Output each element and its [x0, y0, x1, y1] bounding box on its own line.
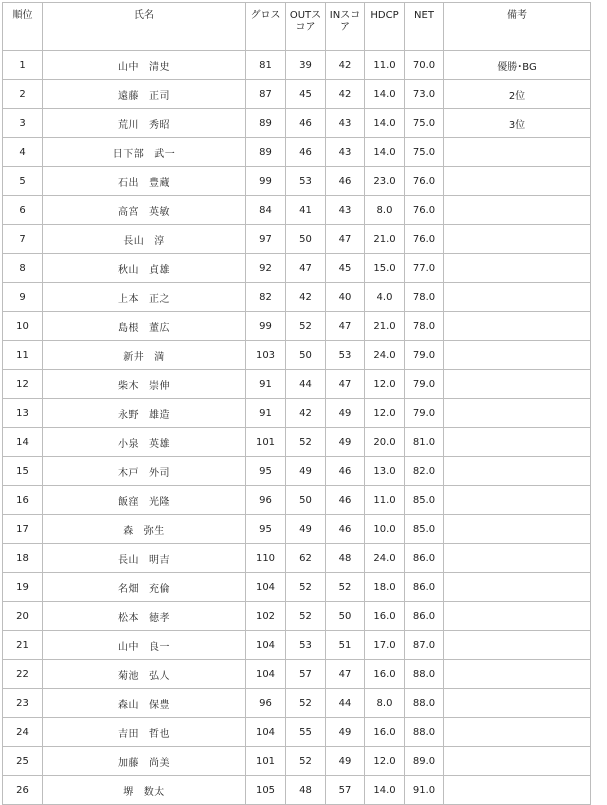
name-cell — [43, 312, 246, 341]
rank-cell: 26 — [3, 776, 43, 805]
hdcp-cell: 12.0 — [365, 747, 405, 776]
name-cell — [43, 51, 246, 80]
header-gross: グロス — [246, 3, 286, 51]
gross-cell: 104 — [246, 573, 286, 602]
net-cell: 86.0 — [405, 544, 444, 573]
out-score-cell: 42 — [286, 399, 326, 428]
net-cell: 87.0 — [405, 631, 444, 660]
first-name: 武一 — [154, 148, 176, 160]
last-name: 日下部 — [112, 148, 145, 160]
in-score-cell: 50 — [326, 602, 365, 631]
rank-cell: 5 — [3, 167, 43, 196]
hdcp-cell: 14.0 — [365, 776, 405, 805]
net-cell: 76.0 — [405, 225, 444, 254]
rank-cell: 21 — [3, 631, 43, 660]
name-cell — [43, 486, 246, 515]
last-name: 吉田 — [118, 728, 139, 740]
first-name: 保豊 — [149, 699, 170, 711]
last-name: 名畑 — [118, 583, 139, 595]
rank-cell: 24 — [3, 718, 43, 747]
net-cell: 86.0 — [405, 573, 444, 602]
gross-cell: 104 — [246, 631, 286, 660]
last-name: 新井 — [123, 351, 145, 363]
table-row — [3, 718, 591, 747]
note-cell — [444, 544, 591, 573]
first-name: 崇伸 — [149, 380, 170, 392]
note-cell — [444, 312, 591, 341]
hdcp-cell: 16.0 — [365, 660, 405, 689]
note-cell — [444, 573, 591, 602]
note-cell — [444, 631, 591, 660]
net-cell: 79.0 — [405, 370, 444, 399]
note-cell — [444, 689, 591, 718]
table-row — [3, 109, 591, 138]
hdcp-cell: 18.0 — [365, 573, 405, 602]
note-cell — [444, 602, 591, 631]
gross-cell: 84 — [246, 196, 286, 225]
net-cell: 79.0 — [405, 399, 444, 428]
net-cell: 79.0 — [405, 341, 444, 370]
in-score-cell: 43 — [326, 109, 365, 138]
in-score-cell: 43 — [326, 138, 365, 167]
note-cell — [444, 515, 591, 544]
hdcp-cell: 24.0 — [365, 341, 405, 370]
rank-cell: 25 — [3, 747, 43, 776]
last-name: 高宮 — [118, 206, 139, 218]
first-name: 数太 — [143, 786, 165, 798]
name-cell — [43, 399, 246, 428]
note-cell — [444, 196, 591, 225]
header-out-score: OUTスコア — [286, 3, 326, 51]
name-cell — [43, 370, 246, 399]
hdcp-cell: 23.0 — [365, 167, 405, 196]
last-name: 長山 — [123, 235, 145, 247]
last-name: 菊池 — [118, 670, 139, 682]
first-name: 弘人 — [149, 670, 170, 682]
table-row — [3, 631, 591, 660]
gross-cell: 101 — [246, 428, 286, 457]
last-name: 山中 — [118, 61, 139, 73]
last-name: 山中 — [118, 641, 139, 653]
gross-cell: 87 — [246, 80, 286, 109]
in-score-cell: 46 — [326, 486, 365, 515]
table-row — [3, 167, 591, 196]
name-cell — [43, 747, 246, 776]
rank-cell: 1 — [3, 51, 43, 80]
first-name: 正司 — [149, 90, 170, 102]
hdcp-cell: 20.0 — [365, 428, 405, 457]
last-name: 石出 — [118, 177, 139, 189]
table-row — [3, 747, 591, 776]
net-cell: 75.0 — [405, 138, 444, 167]
rank-cell: 22 — [3, 660, 43, 689]
hdcp-cell: 8.0 — [365, 196, 405, 225]
name-cell — [43, 689, 246, 718]
out-score-cell: 57 — [286, 660, 326, 689]
net-cell: 81.0 — [405, 428, 444, 457]
gross-cell: 81 — [246, 51, 286, 80]
first-name: 充倫 — [149, 583, 170, 595]
out-score-cell: 46 — [286, 138, 326, 167]
out-score-cell: 52 — [286, 428, 326, 457]
table-row — [3, 138, 591, 167]
table-row — [3, 776, 591, 805]
name-cell — [43, 167, 246, 196]
rank-cell: 17 — [3, 515, 43, 544]
name-cell — [43, 109, 246, 138]
out-score-cell: 49 — [286, 515, 326, 544]
rank-cell: 7 — [3, 225, 43, 254]
first-name: 英敏 — [149, 206, 170, 218]
gross-cell: 82 — [246, 283, 286, 312]
rank-cell: 15 — [3, 457, 43, 486]
results-table — [2, 2, 591, 805]
last-name: 柴木 — [118, 380, 139, 392]
hdcp-cell: 16.0 — [365, 718, 405, 747]
first-name: 董広 — [149, 322, 170, 334]
name-cell — [43, 515, 246, 544]
net-cell: 89.0 — [405, 747, 444, 776]
table-row — [3, 370, 591, 399]
last-name: 森 — [123, 525, 134, 537]
out-score-cell: 45 — [286, 80, 326, 109]
gross-cell: 92 — [246, 254, 286, 283]
first-name: 淳 — [154, 235, 165, 247]
hdcp-cell: 12.0 — [365, 399, 405, 428]
note-cell — [444, 457, 591, 486]
net-cell: 88.0 — [405, 689, 444, 718]
table-row — [3, 399, 591, 428]
last-name: 加藤 — [118, 757, 139, 769]
rank-cell: 13 — [3, 399, 43, 428]
name-cell — [43, 341, 246, 370]
last-name: 秋山 — [118, 264, 139, 276]
net-cell: 70.0 — [405, 51, 444, 80]
note-cell — [444, 428, 591, 457]
last-name: 森山 — [118, 699, 139, 711]
in-score-cell: 45 — [326, 254, 365, 283]
table-row — [3, 51, 591, 80]
header-net: NET — [405, 3, 444, 51]
in-score-cell: 46 — [326, 515, 365, 544]
in-score-cell: 49 — [326, 399, 365, 428]
hdcp-cell: 24.0 — [365, 544, 405, 573]
net-cell: 88.0 — [405, 660, 444, 689]
header-name: 氏名 — [43, 3, 246, 51]
first-name: 清史 — [149, 61, 170, 73]
table-row — [3, 341, 591, 370]
first-name: 光隆 — [149, 496, 170, 508]
name-cell — [43, 254, 246, 283]
note-cell — [444, 718, 591, 747]
first-name: 外司 — [149, 467, 170, 479]
table-row — [3, 254, 591, 283]
hdcp-cell: 21.0 — [365, 312, 405, 341]
gross-cell: 95 — [246, 515, 286, 544]
net-cell: 78.0 — [405, 283, 444, 312]
first-name: 哲也 — [149, 728, 170, 740]
note-cell: 3位 — [444, 109, 591, 138]
name-cell — [43, 573, 246, 602]
first-name: 弥生 — [143, 525, 165, 537]
gross-cell: 101 — [246, 747, 286, 776]
table-row — [3, 602, 591, 631]
out-score-cell: 48 — [286, 776, 326, 805]
table-row — [3, 312, 591, 341]
in-score-cell: 46 — [326, 457, 365, 486]
last-name: 島根 — [118, 322, 139, 334]
first-name: 明吉 — [149, 554, 170, 566]
first-name: 尚美 — [149, 757, 170, 769]
rank-cell: 16 — [3, 486, 43, 515]
note-cell: 優勝･BG — [444, 51, 591, 80]
in-score-cell: 44 — [326, 689, 365, 718]
net-cell: 76.0 — [405, 167, 444, 196]
net-cell: 73.0 — [405, 80, 444, 109]
net-cell: 86.0 — [405, 602, 444, 631]
name-cell — [43, 428, 246, 457]
hdcp-cell: 14.0 — [365, 80, 405, 109]
rank-cell: 11 — [3, 341, 43, 370]
note-cell — [444, 486, 591, 515]
rank-cell: 19 — [3, 573, 43, 602]
net-cell: 75.0 — [405, 109, 444, 138]
net-cell: 76.0 — [405, 196, 444, 225]
rank-cell: 10 — [3, 312, 43, 341]
out-score-cell: 41 — [286, 196, 326, 225]
net-cell: 85.0 — [405, 515, 444, 544]
net-cell: 88.0 — [405, 718, 444, 747]
in-score-cell: 49 — [326, 747, 365, 776]
in-score-cell: 48 — [326, 544, 365, 573]
gross-cell: 95 — [246, 457, 286, 486]
table-row — [3, 225, 591, 254]
hdcp-cell: 13.0 — [365, 457, 405, 486]
in-score-cell: 52 — [326, 573, 365, 602]
in-score-cell: 47 — [326, 660, 365, 689]
net-cell: 85.0 — [405, 486, 444, 515]
table-header — [3, 3, 591, 51]
first-name: 英雄 — [149, 438, 170, 450]
gross-cell: 99 — [246, 312, 286, 341]
rank-cell: 2 — [3, 80, 43, 109]
net-cell: 78.0 — [405, 312, 444, 341]
note-cell — [444, 747, 591, 776]
first-name: 徳孝 — [149, 612, 170, 624]
gross-cell: 89 — [246, 138, 286, 167]
in-score-cell: 49 — [326, 428, 365, 457]
hdcp-cell: 16.0 — [365, 602, 405, 631]
in-score-cell: 53 — [326, 341, 365, 370]
hdcp-cell: 8.0 — [365, 689, 405, 718]
header-note: 備考 — [444, 3, 591, 51]
table-row — [3, 515, 591, 544]
hdcp-cell: 11.0 — [365, 486, 405, 515]
name-cell — [43, 225, 246, 254]
out-score-cell: 52 — [286, 689, 326, 718]
name-cell — [43, 718, 246, 747]
out-score-cell: 52 — [286, 602, 326, 631]
gross-cell: 91 — [246, 370, 286, 399]
table-row — [3, 80, 591, 109]
net-cell: 82.0 — [405, 457, 444, 486]
rank-cell: 12 — [3, 370, 43, 399]
name-cell — [43, 602, 246, 631]
out-score-cell: 46 — [286, 109, 326, 138]
gross-cell: 91 — [246, 399, 286, 428]
net-cell: 77.0 — [405, 254, 444, 283]
table-row — [3, 573, 591, 602]
out-score-cell: 53 — [286, 631, 326, 660]
table-row — [3, 486, 591, 515]
header-row — [3, 3, 591, 51]
header-rank: 順位 — [3, 3, 43, 51]
hdcp-cell: 12.0 — [365, 370, 405, 399]
in-score-cell: 46 — [326, 167, 365, 196]
rank-cell: 18 — [3, 544, 43, 573]
note-cell — [444, 660, 591, 689]
gross-cell: 97 — [246, 225, 286, 254]
last-name: 長山 — [118, 554, 139, 566]
table-row — [3, 196, 591, 225]
last-name: 松本 — [118, 612, 139, 624]
out-score-cell: 50 — [286, 486, 326, 515]
gross-cell: 96 — [246, 486, 286, 515]
name-cell — [43, 631, 246, 660]
first-name: 雄造 — [149, 409, 170, 421]
out-score-cell: 42 — [286, 283, 326, 312]
name-cell — [43, 80, 246, 109]
name-cell — [43, 138, 246, 167]
last-name: 小泉 — [118, 438, 139, 450]
gross-cell: 105 — [246, 776, 286, 805]
note-cell — [444, 341, 591, 370]
in-score-cell: 49 — [326, 718, 365, 747]
hdcp-cell: 14.0 — [365, 138, 405, 167]
table-row — [3, 660, 591, 689]
table-row — [3, 457, 591, 486]
out-score-cell: 49 — [286, 457, 326, 486]
table-row — [3, 428, 591, 457]
in-score-cell: 47 — [326, 370, 365, 399]
out-score-cell: 55 — [286, 718, 326, 747]
hdcp-cell: 14.0 — [365, 109, 405, 138]
last-name: 堺 — [123, 786, 134, 798]
in-score-cell: 51 — [326, 631, 365, 660]
name-cell — [43, 457, 246, 486]
rank-cell: 14 — [3, 428, 43, 457]
table-row — [3, 283, 591, 312]
hdcp-cell: 4.0 — [365, 283, 405, 312]
last-name: 荒川 — [118, 119, 139, 131]
gross-cell: 96 — [246, 689, 286, 718]
out-score-cell: 62 — [286, 544, 326, 573]
note-cell: 2位 — [444, 80, 591, 109]
net-cell: 91.0 — [405, 776, 444, 805]
gross-cell: 104 — [246, 718, 286, 747]
rank-cell: 3 — [3, 109, 43, 138]
out-score-cell: 52 — [286, 573, 326, 602]
first-name: 秀昭 — [149, 119, 170, 131]
rank-cell: 4 — [3, 138, 43, 167]
note-cell — [444, 254, 591, 283]
rank-cell: 6 — [3, 196, 43, 225]
rank-cell: 8 — [3, 254, 43, 283]
table-row — [3, 689, 591, 718]
last-name: 木戸 — [118, 467, 139, 479]
note-cell — [444, 225, 591, 254]
last-name: 上本 — [118, 293, 139, 305]
out-score-cell: 39 — [286, 51, 326, 80]
note-cell — [444, 138, 591, 167]
gross-cell: 110 — [246, 544, 286, 573]
last-name: 遠藤 — [118, 90, 139, 102]
rank-cell: 20 — [3, 602, 43, 631]
in-score-cell: 47 — [326, 312, 365, 341]
gross-cell: 89 — [246, 109, 286, 138]
in-score-cell: 47 — [326, 225, 365, 254]
in-score-cell: 43 — [326, 196, 365, 225]
first-name: 満 — [154, 351, 165, 363]
hdcp-cell: 15.0 — [365, 254, 405, 283]
note-cell — [444, 776, 591, 805]
hdcp-cell: 21.0 — [365, 225, 405, 254]
last-name: 永野 — [118, 409, 139, 421]
out-score-cell: 53 — [286, 167, 326, 196]
gross-cell: 102 — [246, 602, 286, 631]
note-cell — [444, 370, 591, 399]
out-score-cell: 52 — [286, 747, 326, 776]
name-cell — [43, 283, 246, 312]
rank-cell: 23 — [3, 689, 43, 718]
name-cell — [43, 196, 246, 225]
header-hdcp: HDCP — [365, 3, 405, 51]
hdcp-cell: 17.0 — [365, 631, 405, 660]
gross-cell: 103 — [246, 341, 286, 370]
table-row — [3, 544, 591, 573]
table-body — [3, 51, 591, 805]
gross-cell: 104 — [246, 660, 286, 689]
out-score-cell: 44 — [286, 370, 326, 399]
gross-cell: 99 — [246, 167, 286, 196]
note-cell — [444, 399, 591, 428]
note-cell — [444, 283, 591, 312]
name-cell — [43, 660, 246, 689]
first-name: 貞雄 — [149, 264, 170, 276]
out-score-cell: 50 — [286, 225, 326, 254]
name-cell — [43, 544, 246, 573]
hdcp-cell: 11.0 — [365, 51, 405, 80]
out-score-cell: 50 — [286, 341, 326, 370]
in-score-cell: 42 — [326, 80, 365, 109]
name-cell — [43, 776, 246, 805]
first-name: 豊蔵 — [149, 177, 170, 189]
in-score-cell: 40 — [326, 283, 365, 312]
header-in-score: INスコア — [326, 3, 365, 51]
rank-cell: 9 — [3, 283, 43, 312]
first-name: 良一 — [149, 641, 170, 653]
first-name: 正之 — [149, 293, 170, 305]
last-name: 飯窪 — [118, 496, 139, 508]
in-score-cell: 57 — [326, 776, 365, 805]
out-score-cell: 47 — [286, 254, 326, 283]
hdcp-cell: 10.0 — [365, 515, 405, 544]
in-score-cell: 42 — [326, 51, 365, 80]
out-score-cell: 52 — [286, 312, 326, 341]
note-cell — [444, 167, 591, 196]
